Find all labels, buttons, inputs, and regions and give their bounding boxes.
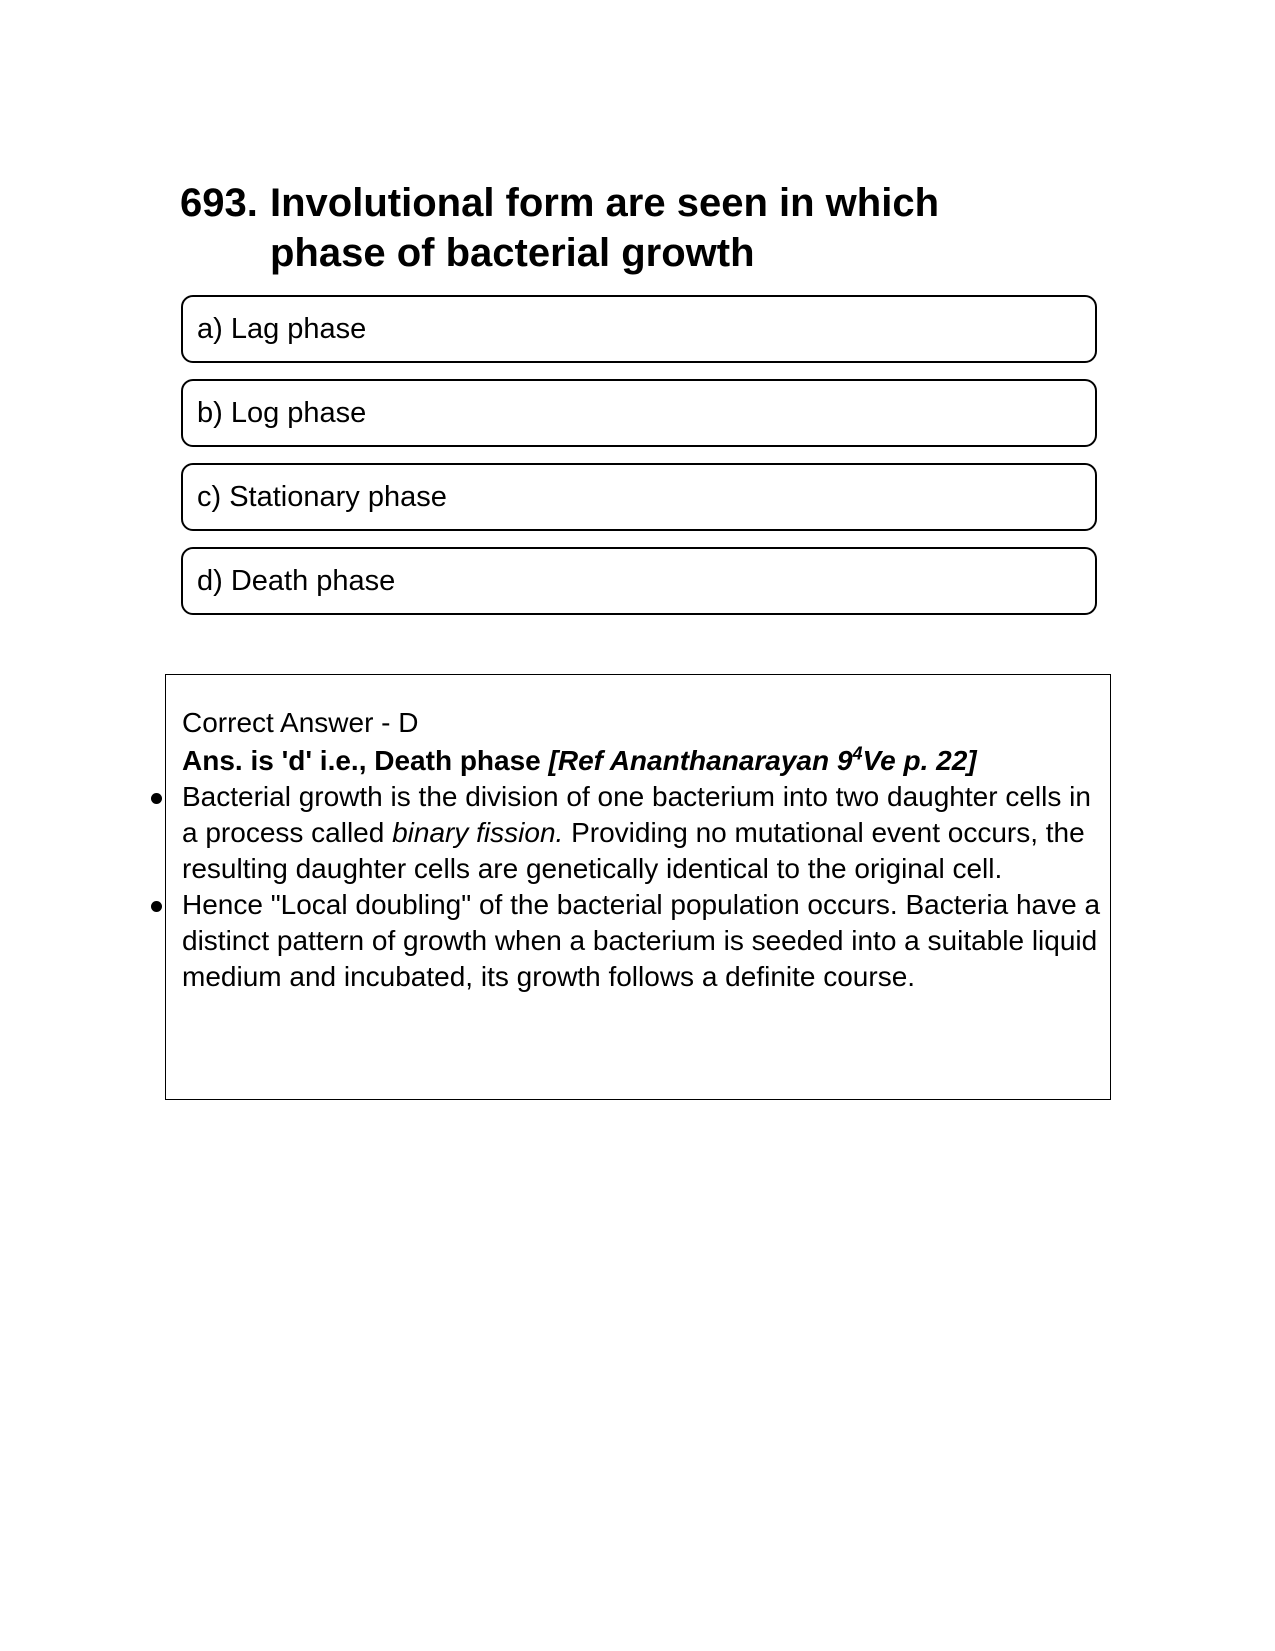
question-text: Involutional form are seen in which phase of bacterial growth: [270, 181, 940, 275]
reference-superscript: 4: [852, 743, 863, 764]
option-b[interactable]: b) Log phase: [181, 379, 1097, 447]
option-d[interactable]: d) Death phase: [181, 547, 1097, 615]
answer-content: [182, 705, 1100, 995]
emphasis-term: binary fission.: [392, 817, 564, 848]
answer-statement: [182, 743, 1100, 779]
question-heading: [180, 178, 1040, 278]
explanation-bullets: [182, 779, 1100, 995]
question-number: 693.: [180, 181, 258, 225]
answer-reference: [Ref Ananthanarayan $9^4Ve$ p. 22]: [548, 743, 977, 776]
explanation-bullet: Bacterial growth is the division of one bacterium into two daughter cells in a process called binary fission. Providing no mutational event occurs, the resulting daughter cells are genetically identical to the original cell.: [182, 779, 1100, 887]
answer-prefix: Ans. is 'd' i.e., Death phase: [182, 745, 549, 776]
bullet-icon: [151, 901, 162, 912]
options-list: [181, 295, 1097, 631]
option-c[interactable]: c) Stationary phase: [181, 463, 1097, 531]
option-a[interactable]: a) Lag phase: [181, 295, 1097, 363]
explanation-bullet: Hence "Local doubling" of the bacterial population occurs. Bacteria have a distinct pattern of growth when a bacterium is seeded into a suitable liquid medium and incubated, its growth follows a definite course.: [182, 887, 1100, 995]
correct-answer-label: Correct Answer - D: [182, 707, 419, 738]
bullet-icon: [151, 793, 162, 804]
answer-explanation-box: [165, 674, 1111, 1100]
